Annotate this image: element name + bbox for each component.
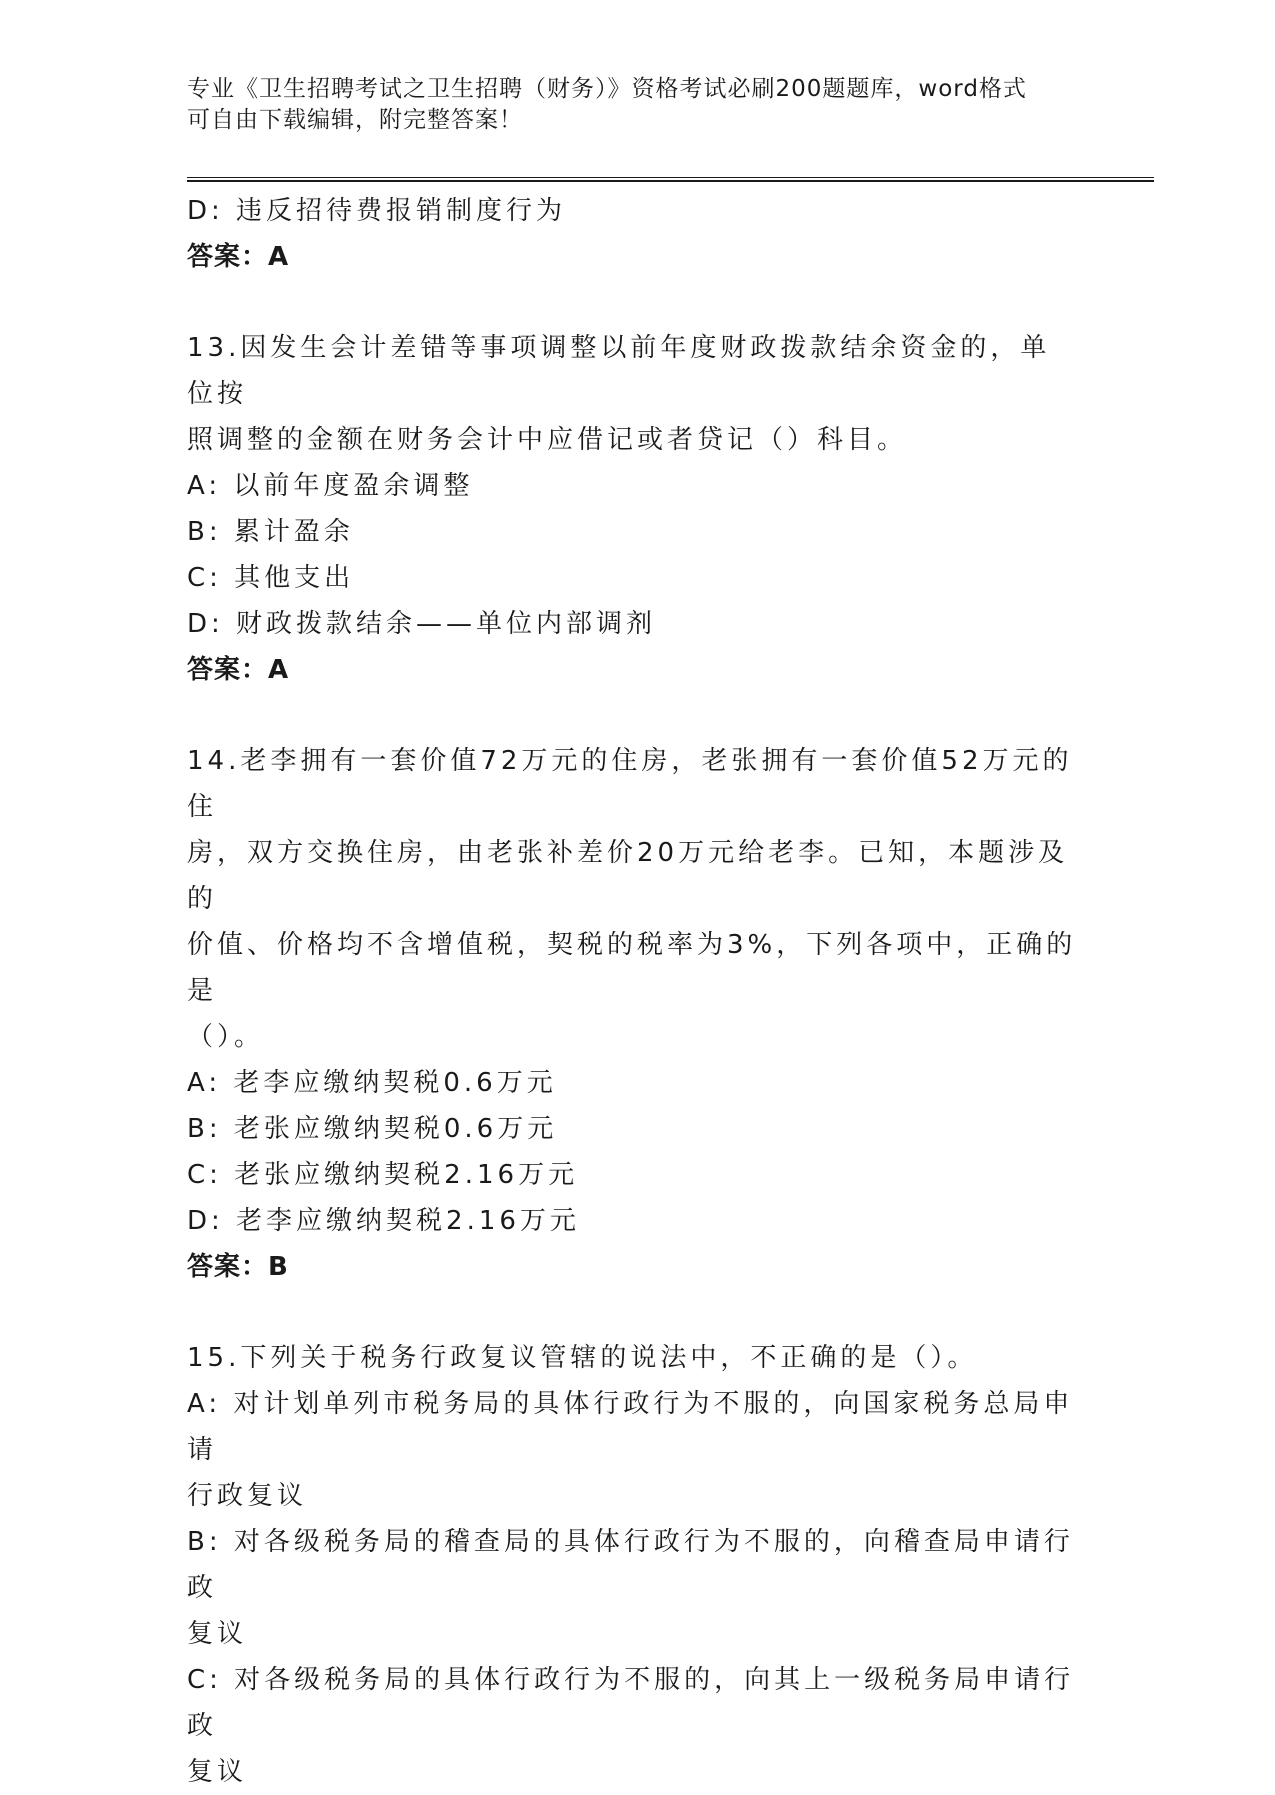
option-d: D: 违反招待费报销制度行为 [187, 196, 567, 226]
question-stem-line: 14.老李拥有一套价值72万元的住房，老张拥有一套价值52万元的住 [187, 746, 1073, 822]
answer-line: 答案：B [187, 1252, 289, 1282]
spacer [187, 1290, 1077, 1335]
header-rule [187, 177, 1154, 182]
option-d: D: 财政拨款结余——单位内部调剂 [187, 609, 657, 639]
option-d: D: 老李应缴纳契税2.16万元 [187, 1206, 580, 1236]
option-a-continued: 行政复议 [187, 1481, 308, 1511]
option-a: A: 对计划单列市税务局的具体行政行为不服的，向国家税务总局申请 [187, 1389, 1074, 1465]
answer-line: 答案：A [187, 655, 290, 685]
question-14 [187, 738, 1077, 1290]
option-b: B: 对各级税务局的稽查局的具体行政行为不服的，向稽查局申请行政 [187, 1527, 1074, 1603]
question-stem-line: 价值、价格均不含增值税，契税的税率为3%，下列各项中，正确的是 [187, 930, 1077, 1006]
question-stem-line: 15.下列关于税务行政复议管辖的说法中，不正确的是（）。 [187, 1343, 978, 1373]
option-b: B: 累计盈余 [187, 517, 354, 547]
question-stem-line: 13.因发生会计差错等事项调整以前年度财政拨款结余资金的，单位按 [187, 333, 1051, 409]
page-header [187, 74, 1067, 136]
spacer [187, 693, 1077, 738]
question-stem-line: 房，双方交换住房，由老张补差价20万元给老李。已知，本题涉及的 [187, 838, 1069, 914]
option-a: A: 以前年度盈余调整 [187, 471, 474, 501]
option-c: C: 其他支出 [187, 563, 355, 593]
option-a: A: 老李应缴纳契税0.6万元 [187, 1068, 557, 1098]
header-line-2: 可自由下载编辑，附完整答案！ [187, 107, 523, 133]
option-b: B: 老张应缴纳契税0.6万元 [187, 1114, 558, 1144]
answer-line: 答案：A [187, 242, 290, 272]
question-content [187, 188, 1077, 1795]
option-c: C: 对各级税务局的具体行政行为不服的，向其上一级税务局申请行政 [187, 1665, 1075, 1741]
question-15 [187, 1335, 1077, 1795]
option-b-continued: 复议 [187, 1619, 248, 1649]
option-c-continued: 复议 [187, 1757, 248, 1787]
question-13 [187, 325, 1077, 693]
question-12-tail [187, 188, 1077, 280]
option-c: C: 老张应缴纳契税2.16万元 [187, 1160, 579, 1190]
question-stem-line: 照调整的金额在财务会计中应借记或者贷记（）科目。 [187, 425, 908, 455]
question-stem-line: （）。 [187, 1022, 265, 1052]
header-line-1: 专业《卫生招聘考试之卫生招聘（财务）》资格考试必刷200题题库，word格式 [187, 76, 1027, 102]
spacer [187, 280, 1077, 325]
